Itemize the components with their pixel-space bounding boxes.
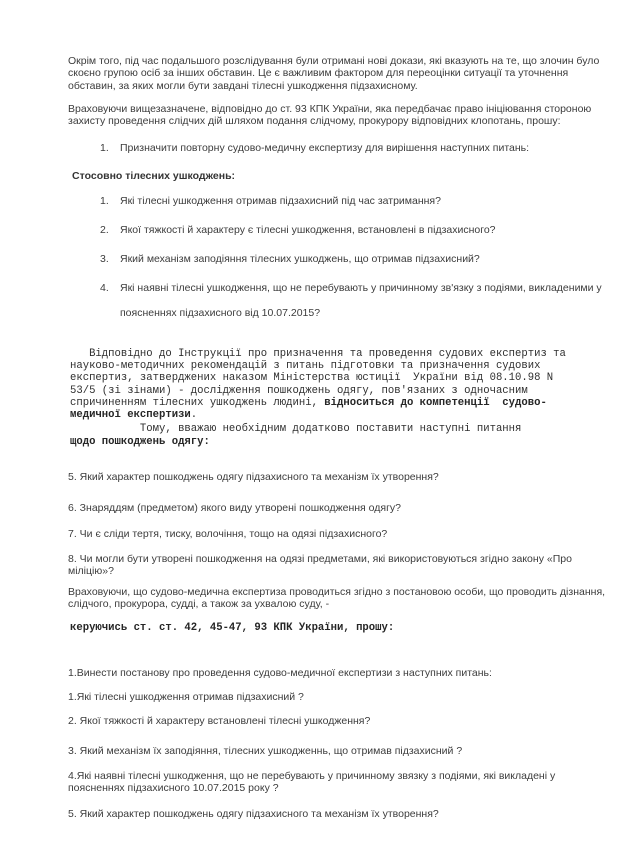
mono-segment: 53/5 (зі зінами) - дослідження пошкоджень одягу, пов'язаних з одночасним <box>70 384 528 397</box>
injury-questions-list <box>68 189 602 326</box>
mono-segment: Тому, вважаю необхідним додатково поставити наступні питання <box>70 423 522 436</box>
question-8-police-items <box>68 553 589 578</box>
mono-segment: експертиз, затверджених наказом Міністерства юстиції України від 08.10.98 N <box>70 372 554 385</box>
paragraph-line: 5. Який характер пошкоджень одягу підзахисного та механізм їх утворення? <box>68 807 439 820</box>
resolution-question-5 <box>68 808 589 820</box>
list-item-line: Який механізм заподіяння тілесних ушкоджень, що отримав підзахисний? <box>120 253 480 266</box>
para-motion-right <box>68 102 592 128</box>
paragraph-line: 1.Які тілесні ушкодження отримав підзахисний ? <box>68 691 304 704</box>
list-item <box>68 218 589 243</box>
paragraph-line: 4.Які наявні тілесні ушкодження, що не перебувають у причинному звязку з подіями, які викладені у <box>68 770 556 783</box>
question-6-instrument <box>68 502 589 514</box>
list-item <box>68 276 602 326</box>
list-item-number: 3. <box>100 253 109 266</box>
heading-bodily-injuries <box>72 170 589 182</box>
list-item-line: Які тілесні ушкодження отримав підзахисний під час затримання? <box>120 195 441 208</box>
paragraph-line: 8. Чи могли бути утворені пошкодження на одязі предметами, які використовуються згідно закону «Про <box>68 552 572 565</box>
list-item-number: 1. <box>100 195 109 208</box>
paragraph-line: обставин, за яких могли бути завдані тілесні ушкодження підзахисному. <box>68 79 418 92</box>
paragraph-line: міліцію»? <box>68 564 114 577</box>
paragraph-line: 2. Якої тяжкості й характеру встановлені тілесні ушкодження? <box>68 714 371 727</box>
list-item <box>68 247 589 272</box>
mono-segment: спричиненням тілесних ушкоджень людині, <box>70 396 325 409</box>
list-item <box>68 189 589 214</box>
paragraph-line: слідчого, прокурора, судді, а також за ухвалою суду, - <box>68 598 330 611</box>
resolution-question-1 <box>68 691 589 703</box>
mono-bold-segment: медичної експертизи <box>70 409 191 422</box>
paragraph-line: 1.Винести постанову про проведення судово-медичної експертизи з наступних питань: <box>68 666 492 679</box>
question-5-clothing-damage <box>68 471 589 483</box>
heading-line: Стосовно тілесних ушкоджень: <box>72 169 236 182</box>
list-item-text <box>120 247 480 272</box>
mono-segment: Відповідно до Інструкції про призначення та проведення судових експертиз та <box>70 348 566 361</box>
paragraph-line: захисту проведення слідчих дій шляхом подання слідчому, прокурору відповідних клопотань, прошу: <box>68 115 561 128</box>
mono-bold-segment: відноситься до компетенції судово- <box>324 396 547 409</box>
mono-line <box>70 423 589 435</box>
resolution-question-4 <box>68 770 589 795</box>
para-new-evidence <box>68 55 600 92</box>
mono-instruction-block <box>70 348 589 448</box>
item-appoint-expertise <box>68 142 589 154</box>
paragraph-line: скоєно групою осіб за інших обставин. Це є важливим фактором для переоцінки ситуації та уточнення <box>68 67 569 80</box>
list-item-line: Які наявні тілесні ушкодження, що не перебувають у причинному зв'язку з подіями, викладеними у <box>120 282 602 295</box>
mono-legal-basis <box>70 622 589 634</box>
mono-line <box>70 348 589 360</box>
resolution-question-3 <box>68 745 589 757</box>
mono-bold-segment: щодо пошкоджень одягу: <box>70 435 210 448</box>
list-item-text <box>120 218 496 243</box>
mono-line <box>70 436 589 448</box>
para-expertise-procedure <box>68 586 606 611</box>
paragraph-line: Окрім того, під час подальшого розслідування були отримані нові докази, які вказують на те, що злочин було <box>68 55 600 67</box>
list-item-line: поясненнях підзахисного від 10.07.2015? <box>120 307 321 320</box>
list-item-line: Якої тяжкості й характеру є тілесні ушкодження, встановлені в підзахисного? <box>120 224 496 237</box>
mono-segment: . <box>190 409 198 422</box>
list-item-number: 4. <box>100 282 109 295</box>
list-item-text <box>120 276 602 326</box>
mono-line <box>70 409 589 421</box>
paragraph-line: Враховуючи вищезазначене, відповідно до ст. 93 КПК України, яка передбачає право ініціювання стороною <box>68 102 592 115</box>
mono-line <box>70 385 589 397</box>
mono-line <box>70 372 589 384</box>
question-7-traces <box>68 528 589 540</box>
mono-line <box>70 397 589 409</box>
paragraph-line: 7. Чи є сліди тертя, тиску, волочіння, тощо на одязі підзахисного? <box>68 528 388 541</box>
paragraph-line: 5. Який характер пошкоджень одягу підзахисного та механізм їх утворення? <box>68 470 439 483</box>
resolution-question-2 <box>68 715 589 727</box>
mono-line <box>70 360 589 372</box>
mono-segment: науково-методичних рекомендацій з питань підготовки та призначення судових <box>70 360 541 373</box>
mono-bold-segment: керуючись ст. ст. 42, 45-47, 93 КПК України, прошу: <box>70 621 395 634</box>
mono-line <box>70 622 589 634</box>
list-item-number: 2. <box>100 224 109 237</box>
item-appoint-expertise-text: Призначити повторну судово-медичну експертизу для вирішення наступних питань: <box>120 142 530 155</box>
paragraph-line: Враховуючи, що судово-медична експертиза проводиться згідно з постановою особи, що проводить дізнання, <box>68 586 606 599</box>
paragraph-line: 3. Який механізм їх заподіяння, тілесних ушкодженнь, що отримав підзахисний ? <box>68 744 463 757</box>
para-issue-resolution <box>68 667 589 679</box>
item-appoint-expertise-number: 1. <box>100 142 109 155</box>
list-item-text <box>120 189 441 214</box>
paragraph-line: 6. Знаряддям (предметом) якого виду утворені пошкодження одягу? <box>68 502 401 514</box>
paragraph-line: поясненнях підзахисного 10.07.2015 року ? <box>68 782 279 795</box>
